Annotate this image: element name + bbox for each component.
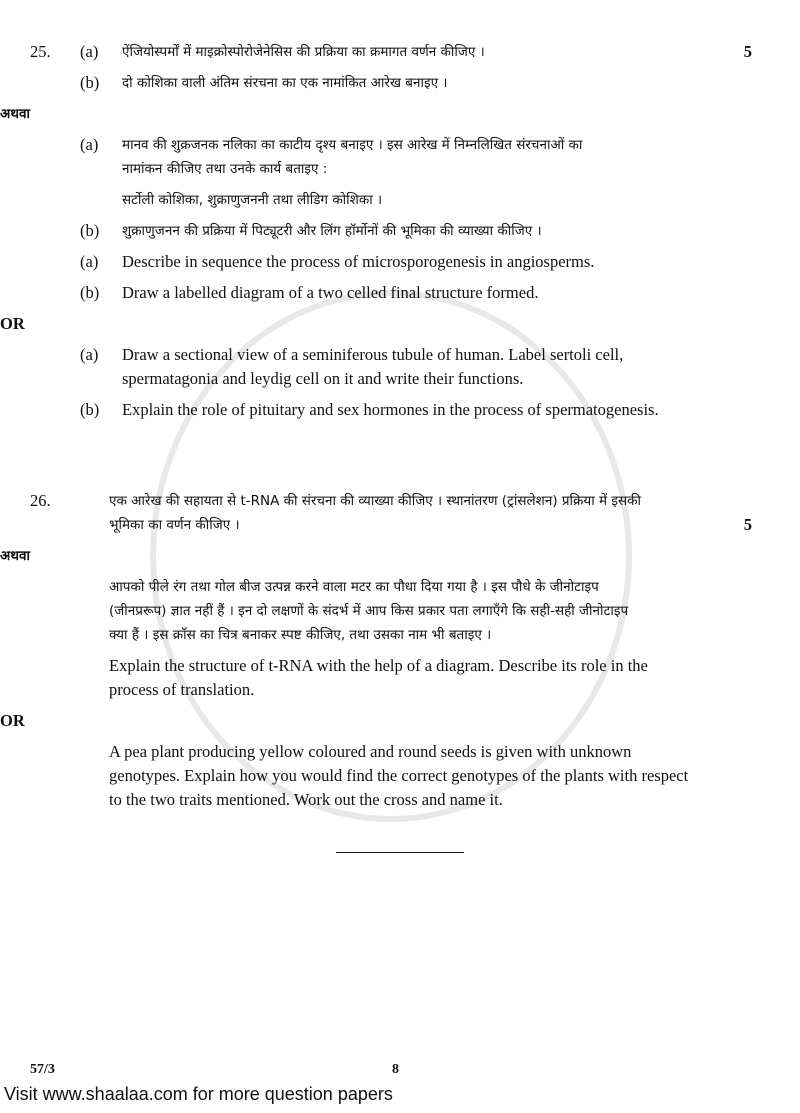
q25-a2-hindi-3: सर्टोली कोशिका, शुक्राणुजननी तथा लीडिग कोशिका । xyxy=(122,192,383,208)
q25-a2-english-row xyxy=(0,343,800,391)
q25-b2-english: Explain the role of pituitary and sex hormones in the process of spermatogenesis. xyxy=(122,400,659,419)
part-label: (a) xyxy=(80,135,99,154)
part-label: (a) xyxy=(80,42,99,61)
q25-b2-english-row xyxy=(0,398,800,422)
q26-alt-hindi-1: आपको पीले रंग तथा गोल बीज उत्पन्न करने वाला मटर का पौधा दिया गया है । इस पौधे के जीनोटाइप xyxy=(109,579,599,595)
q25-a-hindi-row xyxy=(0,40,800,64)
q25-b-hindi: दो कोशिका वाली अंतिम संरचना का एक नामांकित आरेख बनाइए । xyxy=(122,75,448,91)
end-rule xyxy=(336,852,464,853)
q25-a-hindi: ऐंजियोस्पर्मों में माइक्रोस्पोरोजेनेसिस की प्रक्रिया का क्रमागत वर्णन कीजिए । xyxy=(122,44,485,60)
q26-alt-english-row xyxy=(0,740,800,812)
q26-alt-english-1: A pea plant producing yellow coloured and round seeds is given with unknown xyxy=(109,742,632,761)
or-english: OR xyxy=(0,711,25,730)
q25-a2-hindi-row xyxy=(0,133,800,212)
question-flow xyxy=(0,40,800,853)
q26-english-2: process of translation. xyxy=(109,680,255,699)
q25-b2-hindi: शुक्राणुजनन की प्रक्रिया में पिट्यूटरी और लिंग हॉर्मोनों की भूमिका की व्याख्या कीजिए । xyxy=(122,223,542,239)
q26-hindi-1: एक आरेख की सहायता से t-RNA की संरचना की व्याख्या कीजिए । स्थानांतरण (ट्रांसलेशन) प्रक्रिया में इसकी xyxy=(109,493,642,509)
question-number: 26. xyxy=(30,491,51,510)
marks: 5 xyxy=(743,515,752,534)
q26-alt-hindi-row xyxy=(0,575,800,647)
or-english: OR xyxy=(0,314,25,333)
q26-alt-hindi-2: (जीनप्ररूप) ज्ञात नहीं हैं । इन दो लक्षणों के संदर्भ में आप किस प्रकार पता लगाएँगे कि सही-सही जीनोटाइप xyxy=(109,603,629,619)
q26-alt-hindi-3: क्या हैं । इस क्रॉस का चित्र बनाकर स्पष्ट कीजिए, तथा उसका नाम भी बताइए । xyxy=(109,627,492,643)
q25-a2-english-2: spermatagonia and leydig cell on it and write their functions. xyxy=(122,369,524,388)
q26-english-row xyxy=(0,654,800,702)
or-hindi: अथवा xyxy=(0,548,30,564)
paper-code: 57/3 xyxy=(30,1062,55,1077)
q25-b2-hindi-row xyxy=(0,219,800,243)
q25-b-hindi-row xyxy=(0,71,800,95)
question-number: 25. xyxy=(30,42,51,61)
visit-link[interactable]: Visit www.shaalaa.com for more question papers xyxy=(4,1084,393,1104)
q25-b-english-row xyxy=(0,281,800,305)
part-label: (b) xyxy=(80,73,100,92)
q25-a2-hindi-1: मानव की शुक्रजनक नलिका का काटीय दृश्य बनाइए । इस आरेख में निम्नलिखित संरचनाओं का xyxy=(122,137,583,153)
page-number: 8 xyxy=(392,1062,399,1077)
q25-a-english-row xyxy=(0,250,800,274)
q25-a2-english-1: Draw a sectional view of a seminiferous tubule of human. Label sertoli cell, xyxy=(122,345,624,364)
q26-hindi-2: भूमिका का वर्णन कीजिए । xyxy=(109,517,240,533)
q26-alt-english-2: genotypes. Explain how you would find the correct genotypes of the plants with respect xyxy=(109,766,689,785)
or-hindi: अथवा xyxy=(0,106,30,122)
q25-b-english: Draw a labelled diagram of a two celled final structure formed. xyxy=(122,283,539,302)
part-label: (a) xyxy=(80,252,99,271)
q25-a2-hindi-2: नामांकन कीजिए तथा उनके कार्य बताइए : xyxy=(122,161,328,177)
part-label: (b) xyxy=(80,221,100,240)
q25-a-english: Describe in sequence the process of microsporogenesis in angiosperms. xyxy=(122,252,595,271)
part-label: (a) xyxy=(80,345,99,364)
part-label: (b) xyxy=(80,400,100,419)
q26-alt-english-3: to the two traits mentioned. Work out the cross and name it. xyxy=(109,790,503,809)
q26-hindi-row xyxy=(0,489,800,537)
q26-english-1: Explain the structure of t-RNA with the help of a diagram. Describe its role in the xyxy=(109,656,648,675)
part-label: (b) xyxy=(80,283,100,302)
marks: 5 xyxy=(743,42,752,61)
